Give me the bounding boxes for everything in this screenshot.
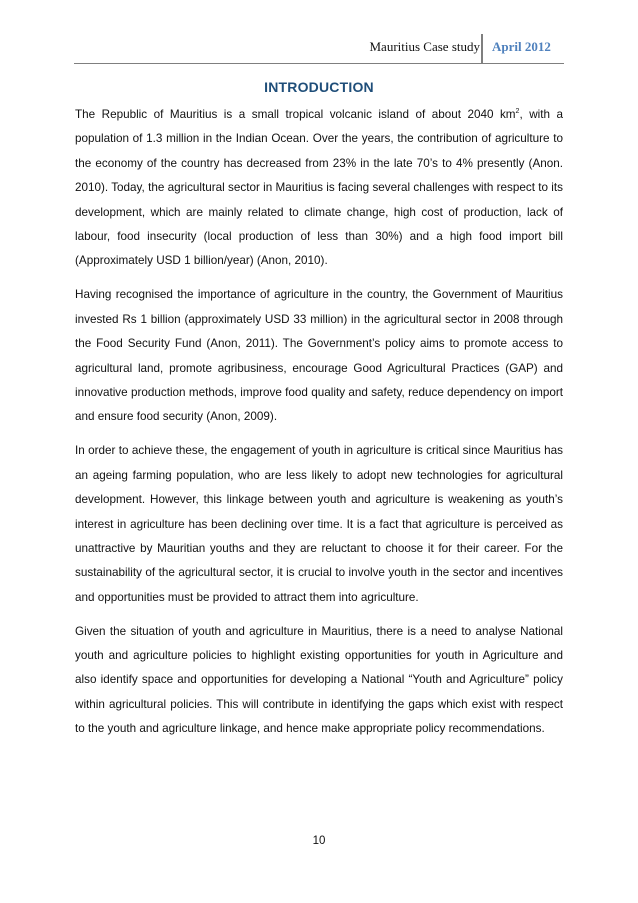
header-document-title: Mauritius Case study (369, 39, 480, 54)
header-date: April 2012 (492, 39, 551, 54)
section-title: INTRODUCTION (264, 79, 374, 95)
header-rule (74, 63, 564, 64)
paragraph-1 (75, 103, 563, 274)
page-number: 10 (312, 835, 326, 847)
superscript-2: 2 (515, 108, 520, 115)
header-divider (481, 34, 483, 63)
paragraph-4: Given the situation of youth and agriculture in Mauritius, there is a need to analyse National youth and agriculture policies to highlight existing opportunities for youth in Agriculture and also identify space and opportunities for developing a National “Youth and Agriculture” policy within agricultural policies. This will contribute in identifying the gaps which exist with respect to the youth and agriculture linkage, and hence make appropriate policy recommendations. (75, 624, 563, 736)
paragraph-2: Having recognised the importance of agriculture in the country, the Government of Mauritius invested Rs 1 billion (approximately USD 33 million) in the agricultural sector in 2008 through the Food Security Fund (Anon, 2011). The Government’s policy aims to promote access to agricultural land, promote agribusiness, encourage Good Agricultural Practices (GAP) and innovative production methods, improve food quality and safety, reduce dependency on import and ensure food security (Anon, 2009). (75, 288, 563, 424)
paragraph-1-text-start: The Republic of Mauritius is a small tropical volcanic island of about 2040 km (75, 108, 516, 121)
paragraph-3: In order to achieve these, the engagement of youth in agriculture is critical since Mauritius has an ageing farming population, who are less likely to adopt new technologies for agricultural development. However, this linkage between youth and agriculture is weakening as youth’s interest in agriculture has been declining over time. It is a fact that agriculture is perceived as unattractive by Mauritian youths and they are reluctant to choose it for their career. For the sustainability of the agricultural sector, it is crucial to involve youth in the sector and incentives and opportunities must be provided to attract them into agriculture. (75, 444, 563, 604)
paragraph-1-text-end: , with a population of 1.3 million in the Indian Ocean. Over the years, the contribution of agriculture to the economy of the country has decreased from 23% in the late 70’s to 4% presently (Anon. 2010). Today, the agricultural sector in Mauritius is facing several challenges with respect to its development, which are mainly related to climate change, high cost of production, lack of labour, food insecurity (local production of less than 30%) and a high food import bill (Approximately USD 1 billion/year) (Anon, 2010). (75, 108, 563, 268)
page-header (0, 32, 638, 64)
body-text (75, 103, 563, 751)
